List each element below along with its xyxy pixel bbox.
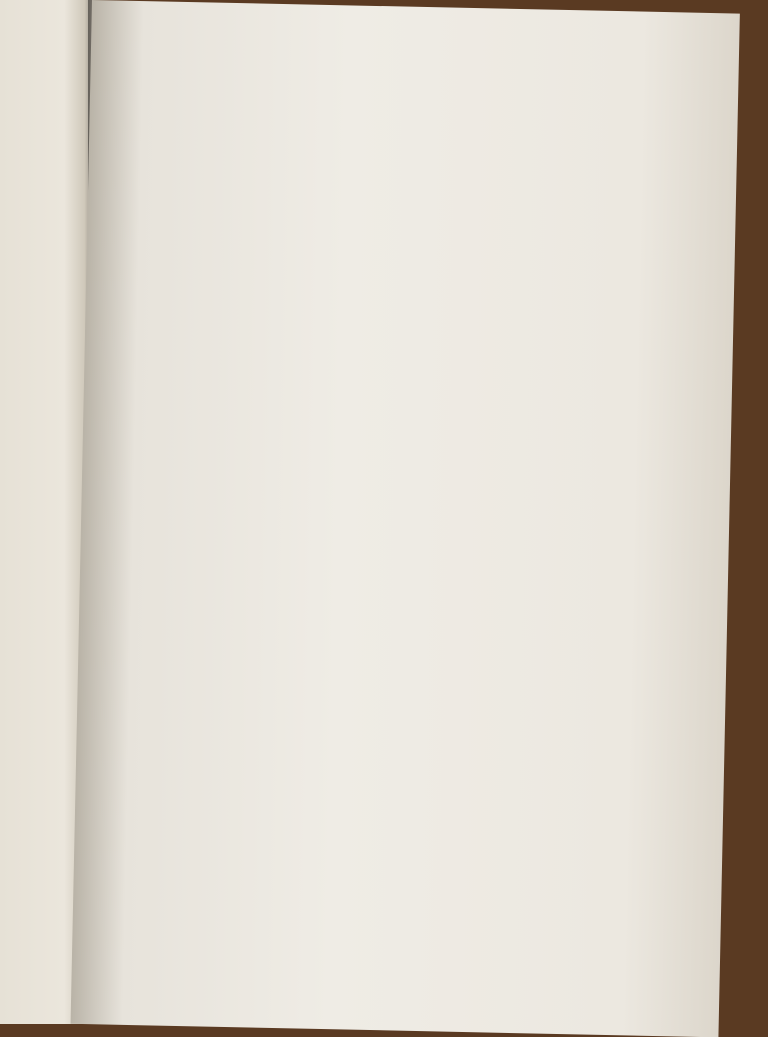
right-page (71, 0, 740, 1037)
